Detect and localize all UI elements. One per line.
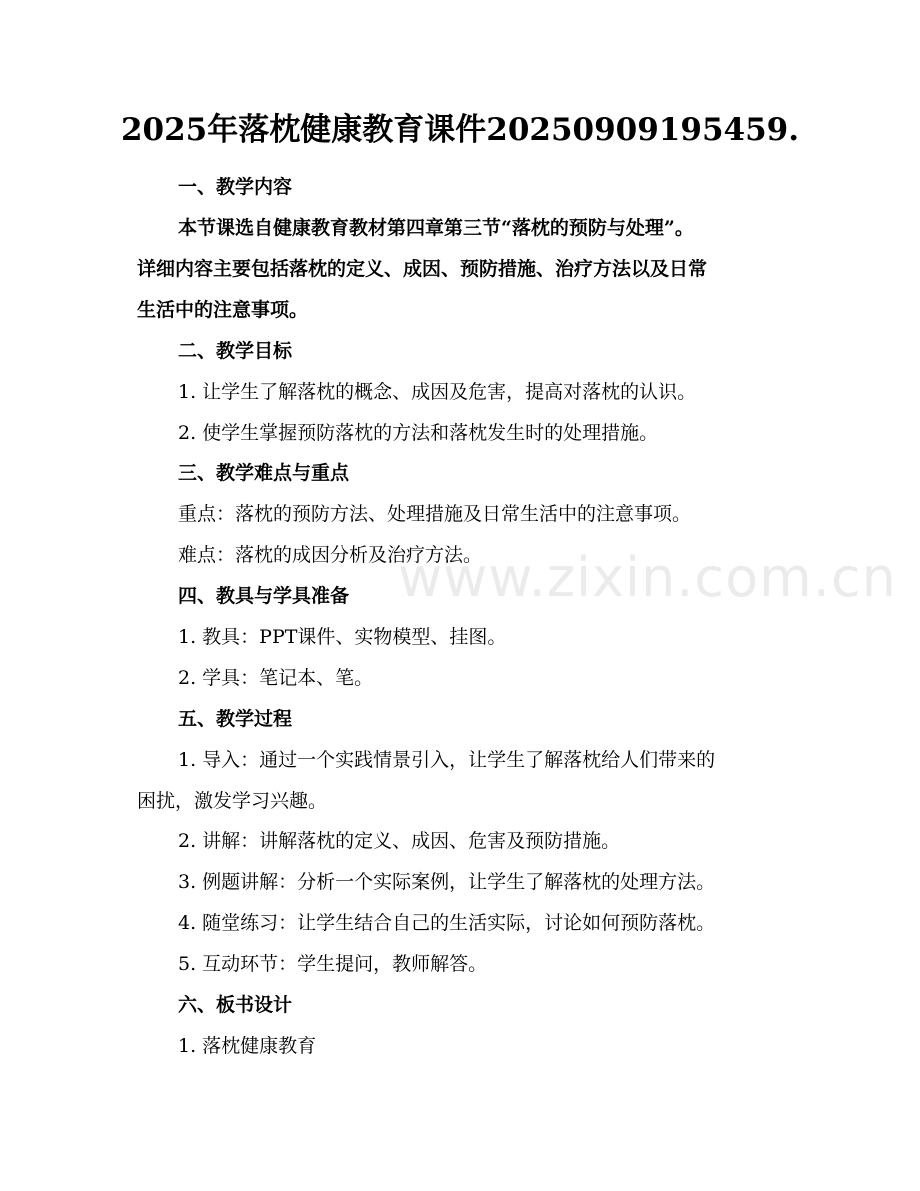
section-heading-content: 一、教学内容 <box>178 176 293 198</box>
list-item: 5. 互动环节：学生提问，教师解答。 <box>178 953 488 975</box>
list-item: 2. 使学生掌握预防落枕的方法和落枕发生时的处理措施。 <box>178 422 659 444</box>
document-title: 2025年落枕健康教育课件20250909195459. <box>120 112 800 148</box>
paragraph-line: 详细内容主要包括落枕的定义、成因、预防措施、治疗方法以及日常 <box>137 258 708 280</box>
section-heading-board-design: 六、板书设计 <box>178 994 293 1016</box>
list-item: 4. 随堂练习：让学生结合自己的生活实际，讨论如何预防落枕。 <box>178 912 716 934</box>
section-heading-objectives: 二、教学目标 <box>178 340 293 362</box>
difficult-point-text: 难点：落枕的成因分析及治疗方法。 <box>178 544 483 566</box>
list-item: 2. 学具：笔记本、笔。 <box>178 667 374 689</box>
list-item: 1. 让学生了解落枕的概念、成因及危害，提高对落枕的认识。 <box>178 381 697 403</box>
section-heading-key-points: 三、教学难点与重点 <box>178 462 350 484</box>
list-item-continuation: 困扰，激发学习兴趣。 <box>137 790 328 812</box>
key-point-text: 重点：落枕的预防方法、处理措施及日常生活中的注意事项。 <box>178 503 692 525</box>
list-item: 1. 导入：通过一个实践情景引入，让学生了解落枕给人们带来的 <box>178 749 716 771</box>
list-item: 1. 教具：PPT课件、实物模型、挂图。 <box>178 626 507 648</box>
watermark-text: www.zixin.com.cn <box>398 546 897 609</box>
paragraph-line: 生活中的注意事项。 <box>137 299 309 321</box>
section-heading-materials: 四、教具与学具准备 <box>178 585 350 607</box>
list-item: 3. 例题讲解：分析一个实际案例，让学生了解落枕的处理方法。 <box>178 871 716 893</box>
list-item: 2. 讲解：讲解落枕的定义、成因、危害及预防措施。 <box>178 830 621 852</box>
list-item: 1. 落枕健康教育 <box>178 1035 317 1057</box>
paragraph-line: 本节课选自健康教育教材第四章第三节“落枕的预防与处理”。 <box>178 217 694 239</box>
section-heading-process: 五、教学过程 <box>178 708 293 730</box>
